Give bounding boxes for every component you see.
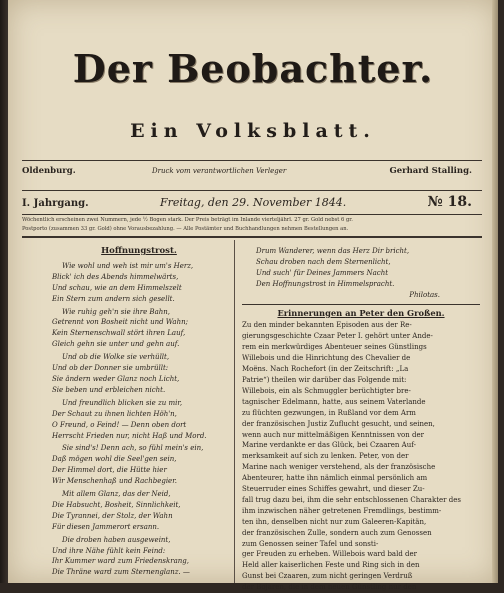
book-binding (0, 0, 8, 583)
poem-line: Den Hoffnungstrost in Himmelspracht. (256, 279, 395, 288)
article-line: der französischen Justiz Zuflucht gesucht, und seinen, (242, 419, 435, 428)
poem-line: Wir Menschenhaß und Rachbegier. (52, 477, 177, 486)
article-line: Willebois, ein als Schmuggler berüchtigter bre- (242, 386, 411, 395)
poem-title: Hoffnungstrost. (101, 246, 177, 256)
article-line: Zu den minder bekannten Episoden aus der Re- (242, 321, 412, 330)
article-line: Marine nach weniger verstehend, als der französische (242, 463, 436, 472)
volume-label: I. Jahrgang. (22, 198, 89, 209)
poem-line: Sie ändern weder Glanz noch Licht, (52, 374, 180, 383)
poem-line: Der Himmel dort, die Hütte hier (52, 466, 167, 475)
poem-line: Ihr Kummer ward zum Friedenskrang, (52, 557, 189, 566)
newspaper-page (8, 0, 498, 592)
poem-line: Und ihre Nähe fühlt kein Feind: (52, 546, 166, 555)
article-line: Willebois und die Hinrichtung des Chevalier de (242, 354, 411, 363)
article-line: Gunst bei Czaaren, zum nicht geringen Verdruß (242, 572, 413, 581)
poem-lines (22, 261, 228, 578)
poem-continuation (242, 246, 480, 290)
poem-line: Sie sind's! Denn ach, so fühl mein's ein, (62, 444, 204, 453)
issue-number: № 18. (427, 194, 472, 210)
poem-line: Daß mögen wohl die Seel'gen sein, (52, 455, 177, 464)
article-line: ten ihn, denselben nicht nur zum Galeeren-Kapitän, (242, 517, 427, 526)
poem-line: Schau droben nach dem Sternenlicht, (256, 257, 391, 266)
subscription-terms (22, 216, 482, 234)
article-line: Abenteurer, hatte ihn nämlich einmal persönlich am (242, 474, 428, 483)
article-line: zu flüchten gezwungen, in Rußland vor dem Arm (242, 408, 416, 417)
rule-dateline (22, 214, 482, 215)
poem-line: Kein Sternenschwall stört ihren Lauf, (52, 329, 186, 338)
poem-line: Die Habsucht, Bosheit, Sinnlichkeit, (52, 500, 181, 509)
masthead-subtitle: Ein Volksblatt. (130, 120, 376, 142)
poem-line: Und schau, wie an dem Himmelszelt (52, 283, 182, 292)
article-line: ihm inzwischen näher getretenen Fremdlings, bestimm- (242, 506, 442, 515)
article-line: fall trug dazu bei, ihm die sehr entschlossenen Charakter des (242, 495, 461, 504)
poem-line: Die Tyrannei, der Stolz, der Wahn (52, 511, 173, 520)
publisher-name: Gerhard Stalling. (389, 166, 472, 176)
article-line: der französischen Zulle, sondern auch zum Genossen (242, 528, 432, 537)
poem-line: Die droben haben ausgeweint, (62, 535, 171, 544)
article-line: ger Freuden zu erheben. Willebois ward bald der (242, 550, 418, 559)
article-line: Steuerruder eines Schiffes gewahrt, und dieser Zu- (242, 485, 425, 494)
poem-line: Getrennt von Bosheit nicht und Wahn; (52, 318, 188, 327)
terms-line: Postporto (zusammen 33 gr. Gold) ohne Vorausbezahlung. — Alle Postämter und Buchhandlungen nehmen Bestellungen an. (22, 226, 349, 232)
article-line: der Bojaren, die in dem neuen Günstling nur den (242, 583, 417, 592)
article-line: rem ein merkwürdiges Abenteuer seines Günstlings (242, 343, 427, 352)
article-line: Patrie“) theilen wir darüber das Folgende mit: (242, 375, 407, 384)
poem-line: O Freund, o Feind! — Denn oben dort (52, 420, 187, 429)
article-title: Erinnerungen an Peter den Großen. (277, 307, 445, 318)
poem-signature: Philotas. (409, 290, 440, 299)
article-line: merksamkeit auf sich zu lenken. Peter, von der (242, 452, 409, 461)
right-column (242, 246, 480, 593)
poem-line: Blick' ich des Abends himmelwärts, (52, 272, 179, 281)
poem-column (22, 246, 228, 578)
rule-top (22, 160, 482, 161)
masthead-title: Der Beobachter. (72, 46, 434, 91)
poem-line: Herrscht Frieden nur, nicht Haß und Mord. (52, 431, 207, 440)
issue-date: Freitag, den 29. November 1844. (160, 196, 347, 209)
poem-line: Die Thräne ward zum Sternenglanz. — (52, 568, 190, 577)
poem-line: Gleich gehn sie unter und gehn auf. (52, 340, 180, 349)
article-line: gierungsgeschichte Czaar Peter I. gehört unter Ande- (242, 332, 433, 341)
poem-line: Und ob die Wolke sie verhüllt, (62, 353, 170, 362)
poem-line: Und ob der Donner sie umbrüllt: (52, 364, 169, 373)
article-line: wenn auch nur mittelmäßigen Kenntnissen von der (242, 430, 424, 439)
poem-line: Für diesen Jammerort ersann. (52, 522, 160, 531)
poem-line: Drum Wanderer, wenn das Herz Dir bricht, (256, 247, 410, 255)
article-line: Held aller kaiserlichen Feste und Ring sich in den (242, 561, 420, 570)
poem-line: Und freundlich blicken sie zu mir, (62, 398, 183, 407)
article-line: zum Genossen seiner Tafel und sonsti- (242, 539, 379, 548)
article-line: Marine verdankte er das Glück, bei Czaaren Auf- (242, 441, 416, 450)
dateline (22, 196, 482, 212)
poem-line: Mit allem Glanz, das der Neid, (62, 490, 171, 499)
publication-place: Oldenburg. (22, 166, 76, 176)
poem-line: Sie beben und erbleichen nicht. (52, 385, 166, 394)
publisher-line (22, 166, 482, 180)
poem-line: Ein Stern zum andern sich gesellt. (52, 294, 175, 303)
printer-note: Druck vom verantwortlichen Verleger (152, 167, 287, 175)
column-divider (234, 240, 235, 583)
article-body (242, 320, 480, 593)
poem-line: Und such' für Deines Jammers Nacht (256, 268, 389, 277)
terms-line: Wöchentlich erscheinen zwei Nummern, jede ½ Bogen stark. Der Preis beträgt im Inlande vierteljährl. 27 gr. Gold nebst 6 gr. (22, 217, 353, 223)
article-line: Moëns. Nach Rochefort (in der Zeitschrift: „La (242, 365, 409, 374)
poem-line: Wie wohl und weh ist mir um's Herz, (62, 261, 194, 270)
rule-mid (22, 190, 482, 191)
rule-columns (22, 236, 482, 238)
article-line: tagnischer Edelmann, hatte, aus seinem Vaterlande (242, 397, 426, 406)
poem-line: Wie ruhig geh'n sie ihre Bahn, (62, 307, 170, 316)
poem-line: Der Schaut zu ihnen lichten Höh'n, (52, 409, 177, 418)
article-rule (242, 304, 480, 305)
